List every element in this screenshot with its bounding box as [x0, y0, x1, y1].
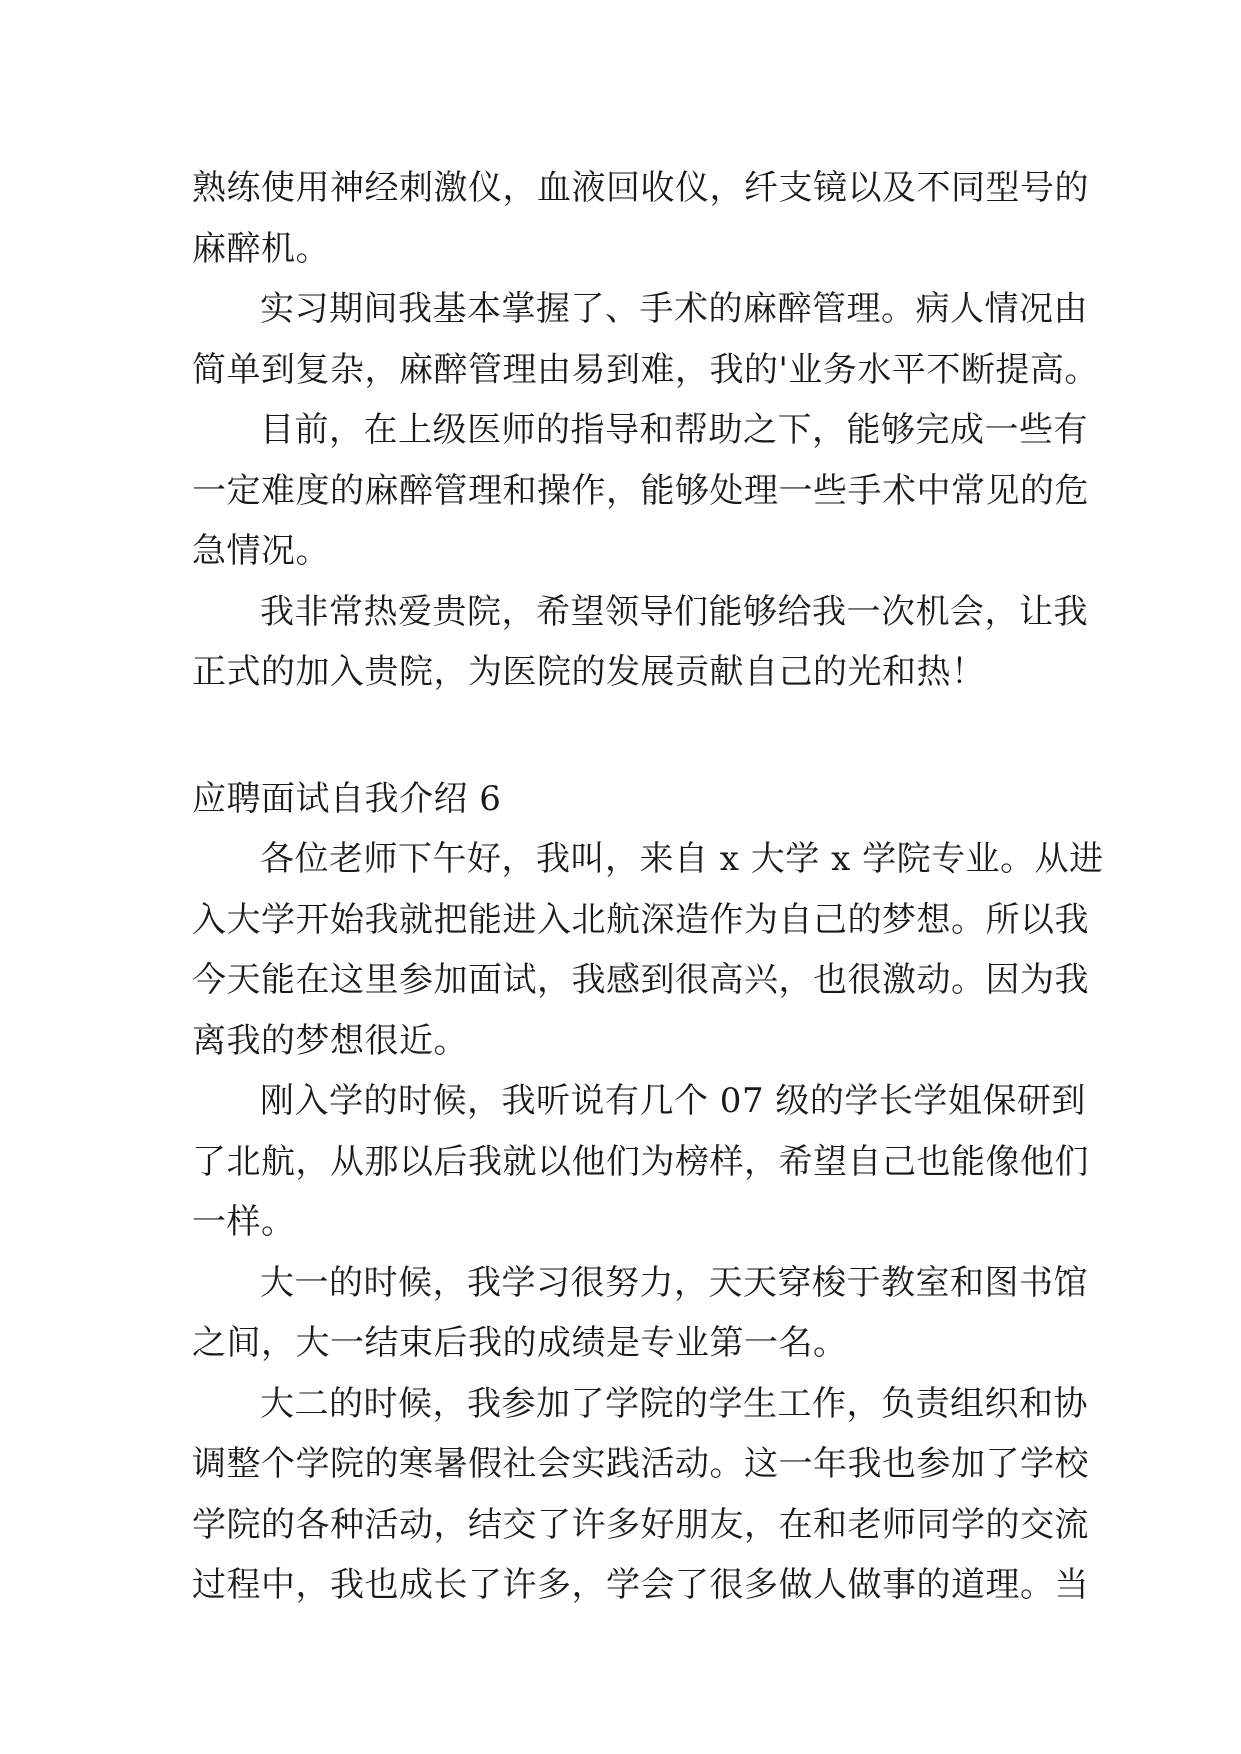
paragraph-line: 学院的各种活动，结交了许多好朋友，在和老师同学的交流 — [192, 1504, 1089, 1545]
section-gap — [192, 703, 1072, 769]
paragraph-line: 简单到复杂，麻醉管理由易到难，我的'业务水平不断提高。 — [192, 349, 1099, 390]
paragraph-line: 一定难度的麻醉管理和操作，能够处理一些手术中常见的危 — [192, 470, 1089, 511]
paragraph-line: 大二的时候，我参加了学院的学生工作，负责组织和协 — [260, 1383, 1088, 1424]
paragraph-line: 之间，大一结束后我的成绩是专业第一名。 — [192, 1323, 848, 1363]
paragraph-line: 离我的梦想很近。 — [192, 1020, 468, 1061]
paragraph-line: 麻醉机。 — [192, 228, 330, 269]
document-body — [192, 158, 1104, 1616]
paragraph-line: 调整个学院的寒暑假社会实践活动。这一年我也参加了学校 — [192, 1444, 1089, 1484]
paragraph-line: 实习期间我基本掌握了、手术的麻醉管理。病人情况由 — [260, 289, 1088, 329]
section-heading: 应聘面试自我介绍 6 — [192, 778, 502, 819]
paragraph-line: 各位老师下午好，我叫，来自 x 大学 x 学院专业。从进 — [260, 839, 1104, 879]
paragraph-line: 刚入学的时候，我听说有几个 07 级的学长学姐保研到 — [260, 1081, 1086, 1121]
paragraph-line: 今天能在这里参加面试，我感到很高兴，也很激动。因为我 — [192, 960, 1089, 1000]
paragraph-line: 过程中，我也成长了许多，学会了很多做人做事的道理。当 — [192, 1565, 1089, 1605]
paragraph-line: 我非常热爱贵院，希望领导们能够给我一次机会，让我 — [260, 591, 1088, 632]
paragraph-line: 入大学开始我就把能进入北航深造作为自己的梦想。所以我 — [192, 899, 1089, 940]
paragraph-line: 正式的加入贵院，为医院的发展贡献自己的光和热！ — [192, 652, 986, 692]
paragraph-line: 目前，在上级医师的指导和帮助之下，能够完成一些有 — [260, 410, 1088, 450]
paragraph-line: 熟练使用神经刺激仪，血液回收仪，纤支镜以及不同型号的 — [192, 168, 1089, 208]
paragraph-line: 一样。 — [192, 1202, 296, 1242]
paragraph-line: 了北航，从那以后我就以他们为榜样，希望自己也能像他们 — [192, 1141, 1089, 1182]
paragraph-line: 急情况。 — [192, 531, 330, 571]
paragraph-line: 大一的时候，我学习很努力，天天穿梭于教室和图书馆 — [260, 1262, 1088, 1303]
